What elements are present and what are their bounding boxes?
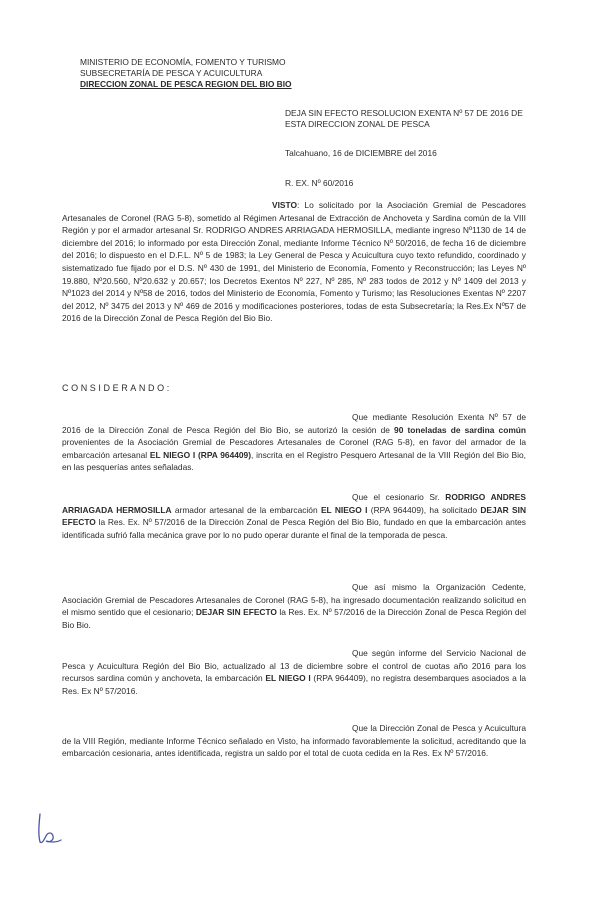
document-date: Talcahuano, 16 de DICIEMBRE del 2016 (285, 148, 437, 158)
visto-paragraph (62, 199, 526, 325)
p2-text-b: RODRIGO ANDRES ARRIAGADA HERMOSILLA (62, 492, 526, 515)
p5-text-a: Que la Dirección Zonal de Pesca y Acuicultura de la VIII Región, mediante Informe Técnico señalado en Visto, ha informado favorablemente la solicitud, acreditando que la embarcación cesionaria, antes identificada, registra un saldo por el total de cuota cedida en la Res. Ex Nº 57/2016. (62, 723, 526, 759)
considerando-paragraph-3 (62, 581, 526, 631)
handwritten-initials (34, 810, 64, 846)
p2-text-f: DEJAR SIN EFECTO (62, 504, 526, 528)
p1-text-a: Que mediante Resolución Exenta Nº 57 de 2016 de la Dirección Zonal de Pesca Región del Bio Bio, se autorizó la cesión de (62, 412, 526, 435)
letterhead (80, 57, 292, 90)
subsecretary-name: SUBSECRETARÍA DE PESCA Y ACUICULTURA (80, 68, 263, 78)
zonal-direction-name: DIRECCION ZONAL DE PESCA REGION DEL BIO BIO (80, 79, 292, 89)
resolution-reference: DEJA SIN EFECTO RESOLUCION EXENTA Nº 57 DE 2016 DE ESTA DIRECCION ZONAL DE PESCA (285, 108, 523, 129)
considerando-title: CONSIDERANDO: (62, 383, 172, 393)
considerando-paragraph-1 (62, 411, 526, 474)
p1-text-c: provenientes de la Asociación Gremial de Pescadores Artesanales de Coronel (RAG 5-8), en favor del armador de la embarcación artesanal (62, 437, 526, 460)
p1-text-d: EL NIEGO I (RPA 964409) (149, 449, 252, 460)
considerando-paragraph-4 (62, 647, 526, 697)
p4-text-b: EL NIEGO I (265, 673, 311, 684)
p1-text-e: , inscrita en el Registro Pesquero Artesanal de la VIII Región del Bio Bio, en las pesquerías antes señaladas. (62, 449, 526, 473)
p2-text-d: EL NIEGO I (320, 504, 368, 515)
visto-label: VISTO (272, 200, 297, 210)
p3-text-b: DEJAR SIN EFECTO (195, 607, 277, 618)
resolution-number: R. EX. Nº 60/2016 (285, 178, 354, 188)
p4-text-a: Que según informe del Servicio Nacional de Pesca y Acuicultura Región del Bio Bio, actualizado al 13 de diciembre sobre el control de cuotas año 2016 para los recursos sardina común y anchoveta, la embarcación (62, 648, 526, 684)
p4-text-c: (RPA 964409), no registra desembarques asociados a la Res. Ex Nº 57/2016. (62, 673, 526, 696)
considerando-paragraph-5 (62, 722, 526, 760)
p2-text-g: la Res. Ex. Nº 57/2016 de la Dirección Zonal de Pesca Región del Bio Bio, fundado en que la embarcación antes identificada sufrió falla mecánica grave por lo no pudo operar durante el final de la temporada de pesca. (62, 517, 526, 540)
p1-text-b: 90 toneladas de sardina común (394, 424, 526, 435)
considerando-paragraph-2 (62, 491, 526, 541)
visto-text: : Lo solicitado por la Asociación Gremial de Pescadores Artesanales de Coronel (RAG 5-8), sometido al Régimen Artesanal de Extracción de Anchoveta y Sardina común de la VIII Región y por el armador artesanal Sr. RODRIGO ANDRES ARRIAGADA HERMOSILLA, mediante ingreso Nº1130 de 14 de diciembre del 2016; lo informado por esta Dirección Zonal, mediante Informe Técnico Nº 50/2016, de fecha 16 de diciembre del 2016; lo dispuesto en el D.F.L. Nº 5 de 1983; la Ley General de Pesca y Acuicultura cuyo texto refundido, coordinado y sistematizado fue fijado por el D.S. Nº 430 de 1991, del Ministerio de Economía, Fomento y Reconstrucción; las Leyes Nº 19.880, Nº20.560, Nº20.632 y 20.657; los Decretos Exentos Nº 227, Nº 285, Nº 283 todos de 2012 y Nº 1409 del 2013 y Nº1023 del 2014 y Nº58 de 2016, todos del Ministerio de Economía, Fomento y Turismo; las Resoluciones Exentas Nº 2207 del 2012, Nº 3475 del 2013 y Nº 469 de 2016 y modificaciones posteriores, todas de esta Subsecretaría; la Res.Ex Nº57 de 2016 de la Dirección Zonal de Pesca Región del Bio Bio. (62, 200, 526, 324)
p3-text-a: Que así mismo la Organización Cedente, Asociación Gremial de Pescadores Artesanales de Coronel (RAG 5-8), ha ingresado documentación realizando solicitud en el mismo sentido que el cesionario; (62, 582, 526, 618)
ministry-name: MINISTERIO DE ECONOMÍA, FOMENTO Y TURISMO (80, 57, 286, 67)
p2-text-c: armador artesanal de la embarcación (171, 504, 321, 515)
p2-text-e: (RPA 964409), ha solicitado (367, 504, 481, 515)
p3-text-c: la Res. Ex. Nº 57/2016 de la Dirección Zonal de Pesca Región del Bio Bio. (62, 607, 526, 630)
p2-text-a: Que el cesionario Sr. (352, 492, 446, 502)
